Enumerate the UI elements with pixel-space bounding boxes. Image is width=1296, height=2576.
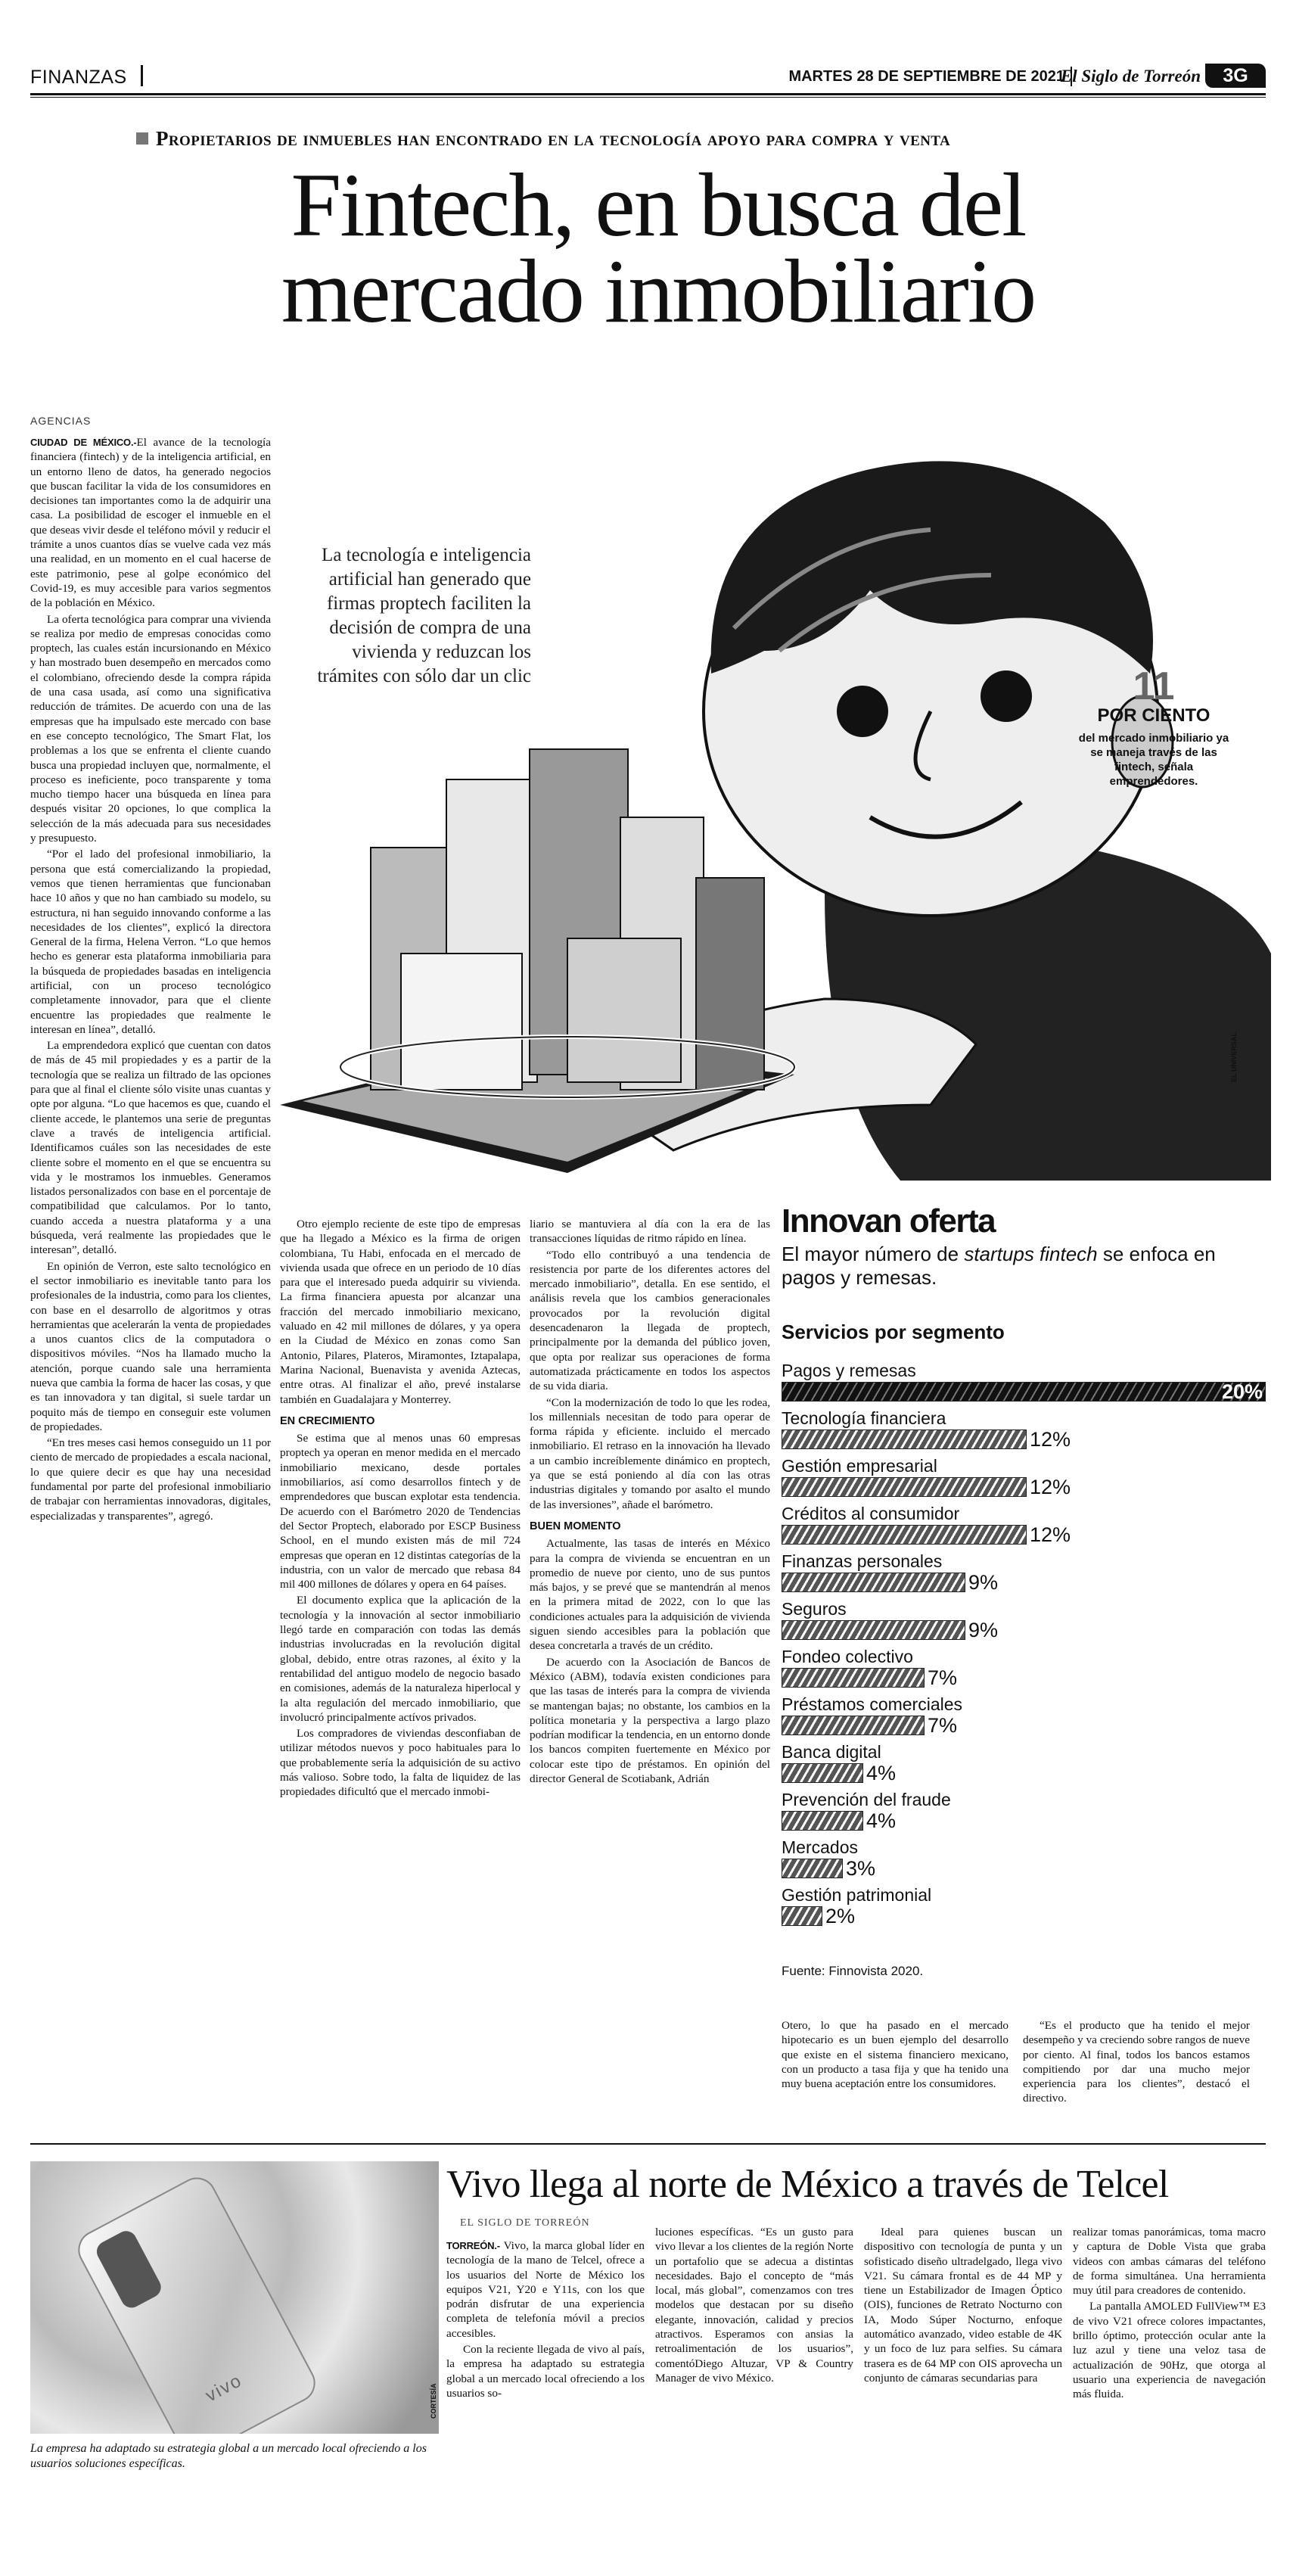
issue-date: MARTES 28 DE SEPTIEMBRE DE 2021 — [788, 68, 1064, 85]
chart-heading: Servicios por segmento — [782, 1321, 1005, 1343]
article-column-1 — [30, 435, 271, 2104]
article-column-3 — [530, 1217, 770, 2104]
chart-value-label: 2% — [825, 1905, 856, 1927]
headline — [76, 154, 1241, 341]
vivo-dateline: TORREÓN.- — [446, 2240, 500, 2251]
chart-value-label: 12% — [1030, 1523, 1071, 1546]
chart-value-label: 20% — [1221, 1380, 1263, 1403]
article-column-5 — [1023, 2018, 1250, 2105]
paragraph: La oferta tecnológica para comprar una vivienda se realiza por medio de empresas conocidas como proptech, las cuales están incursionando en México y han mostrado buen desempeño en mercados como el colombiano, ofreciendo desde la compra rápida de una casa usada, así como una significativa reducción de trámites. De acuerdo con una de las empresas que ha impulsado este mercado con base en ese concepto tecnológico, The Smart Flat, los problemas a los que se enfrenta el cliente cuando busca una propiedad incluyen que, normalmente, el proceso es ineficiente, poco transparente y toma mucho tiempo hacer una búsqueda en línea para después visitar 20 opciones, lo que complica la selección de la más adecuada para sus necesidades y presupuesto. — [30, 612, 271, 845]
paragraph: En opinión de Verron, este salto tecnológico en el sector inmobiliario es inevitable tanto para los profesionales de la industria, como para los clientes, con base en el desarrollo de algoritmos y otras herramientas que acelerarán la venta de propiedades a unos cuantos clics de la computadora o dispositivos móviles. “Nos ha llamado mucho la atención, porque cuando sale una herramienta nueva que cambia la forma de hacer las cosas, y que es tan innovadora y tan digital, si suele tardar un poquito más de tiempo en conseguir este volumen de propiedades. — [30, 1259, 271, 1433]
photo-credit: CORTESÍA — [430, 2383, 437, 2419]
section-name: FINANZAS — [30, 67, 127, 88]
paragraph: liario se mantuviera al día con la era de las transacciones líquidas de ritmo rápido en línea. — [530, 1218, 770, 1246]
vivo-byline: EL SIGLO DE TORREÓN — [460, 2217, 590, 2229]
chart-bar — [782, 1763, 863, 1783]
pull-quote: La tecnología e inteligencia artificial han generado que firmas proptech faciliten la decisión de compra de una vivienda y reduzcan los trámites con sólo dar un clic — [317, 545, 531, 686]
stat-number: 11 — [1133, 664, 1175, 708]
chart-value-label: 3% — [846, 1857, 876, 1880]
camera-module — [93, 2227, 165, 2311]
paragraph: Actualmente, las tasas de interés en México para la compra de vivienda se encuentran en un promedio de nueve por ciento, uno de sus puntos más bajos, y se prevé que se mantendrán al menos en la primera mitad de 2022, con lo que las condiciones actuales para la adquisición de vivienda siguen siendo accesibles para la población que desea concretarla a través de un crédito. — [530, 1537, 770, 1653]
header-rule-thin — [30, 97, 1266, 98]
phone-brand-logo: vivo — [202, 2369, 246, 2406]
proptech-illustration — [250, 424, 1271, 1181]
paragraph: “Es el producto que ha tenido el mejor desempeño y va creciendo sobre rangos de nueve por ciento. Al final, todos los bancos estamos compitiendo por dar una mucho mejor experiencia para los clientes”, destacó el directivo. — [1023, 2019, 1250, 2105]
vivo-column-2 — [655, 2225, 853, 2482]
paragraph: De acuerdo con la Asociación de Bancos de México (ABM), todavía existen condiciones para que las tasas de interés para la compra de vivienda se mantengan bajas; no obstante, los cambios en la política monetaria y la perspectiva a largo plazo podrían modificar la tendencia, en un entorno donde los bancos compiten fuertemente en México por colocar este tipo de préstamos. En opinión del director General de Scotiabank, Adrián — [530, 1655, 770, 1785]
phone-image — [71, 2170, 322, 2434]
paragraph: Vivo, la marca global líder en tecnología de la mano de Telcel, ofrece a los usuarios del Norte de México los equipos V21, Y20 e Y11s, con los que podrán disfrutar de una experiencia completa de telefonía móvil a precios accesibles. — [446, 2239, 645, 2340]
chart-category-label: Seguros — [782, 1599, 847, 1619]
chart-bar — [782, 1668, 925, 1688]
chart-bar — [782, 1477, 1027, 1497]
paragraph: Con la reciente llegada de vivo al país, la empresa ha adaptado su estrategia global a un mercado local ofreciendo a los usuarios so- — [446, 2343, 645, 2400]
headline-line-1: Fintech, en busca del — [291, 154, 1026, 255]
chart-bar — [782, 1620, 965, 1640]
stat-text: del mercado inmobiliario ya se maneja través de las fintech, señala emprendedores. — [1078, 732, 1229, 788]
page-header — [30, 64, 1266, 94]
newspaper-name: El Siglo de Torreón — [1060, 67, 1201, 86]
paragraph: El documento explica que la aplicación de la tecnología y la innovación al sector inmobiliario llegó tarde en comparación con todas las demás industrias involucradas en la revolución digital global, debido, entre otras razones, al éxito y la rentabilidad del antiguo modelo de negocio basado en comisiones, además de la naturaleza hiperlocal y la alta regulación del mercado inmobiliario, que involucró principalmente actívos privados. — [280, 1594, 521, 1724]
kicker-square-icon — [136, 132, 148, 145]
chart-bar — [782, 1811, 863, 1831]
paragraph: “Con la modernización de todo lo que les rodea, los millennials necesitan de todo para operar de forma rápida y eficiente. incluido el mercado inmobiliario. El retraso en la innovación ha llevado a un cambio increíblemente dinámico en proptech, ya que se está poniendo al día con las otras industrias digitales y tomando por asalto el mundo de las inversiones”, añade el barómetro. — [530, 1395, 770, 1511]
header-rule — [30, 93, 1266, 95]
article-column-2 — [280, 1217, 521, 2104]
chart-bar — [782, 1859, 843, 1878]
vivo-headline: Vivo llega al norte de México a través de Telcel — [446, 2163, 1169, 2206]
chart-bar-row — [782, 1694, 1266, 1735]
paragraph: Los compradores de viviendas desconfiaban de utilizar métodos nuevos y poco habituales para lo que probablemente sería la adquisición de su activo más valioso. Sobre todo, la falta de liquidez de las propiedades dificultó que el mercado inmobi- — [280, 1727, 521, 1799]
chart-bar-row — [782, 1408, 1266, 1449]
chart-value-label: 7% — [928, 1714, 958, 1737]
infographic-subtitle: El mayor número de startups fintech se enfoca en pagos y remesas. — [782, 1243, 1216, 1289]
paragraph: “Por el lado del profesional inmobiliario, la persona que está comercializando la propiedad, vemos que tienen herramientas que funcionaban hace 10 años y que no han cambiado su modelo, su estructura, ni han seguido innovando conforme a las necesidades de los clientes”, explicó la directora General de la firma, Helena Verron. “Lo que hemos hecho es generar esta plataforma inmobiliaria para la búsqueda de propiedades basadas en inteligencia artificial, con un proceso tecnológico completamente innovador, para que el cliente encuentre las propiedades que realmente le interesan en línea”, detalló. — [30, 848, 271, 1036]
chart-value-label: 7% — [928, 1666, 958, 1689]
chart-value-label: 12% — [1030, 1428, 1071, 1451]
paragraph: La emprendedora explicó que cuentan con datos de más de 45 mil propiedades y es a partir de la tecnología que se realiza un filtrado de las opciones para que al final el cliente sólo visite unas cuantas y opte por alguna. “Lo que hacemos es que, cuando el cliente accede, le plantemos una serie de preguntas clave a través de inteligencia artificial. Identificamos cuáles son las necesidades de este cliente sobre el momento en el que se encuentra su vida y le mostramos los inmuebles. Generamos listados personalizados con base en el porcentaje de compatibilidad que calculamos. Por lo tanto, cuando acceda a nuestra plataforma y a una búsqueda, verá realmente las propiedades que le interesan”, detalló. — [30, 1039, 271, 1257]
chart-category-label: Créditos al consumidor — [782, 1504, 960, 1523]
chart-value-label: 4% — [866, 1762, 897, 1784]
chart-bar — [782, 1382, 1266, 1402]
chart-category-label: Préstamos comerciales — [782, 1694, 963, 1714]
chart-bar — [782, 1906, 822, 1926]
infographic-title: Innovan oferta — [782, 1202, 996, 1240]
stat-label: POR CIENTO — [1097, 705, 1211, 726]
photo-caption: La empresa ha adaptado su estrategia global a un mercado local ofreciendo a los usuarios soluciones específicas. — [30, 2442, 427, 2470]
dateline: CIUDAD DE MÉXICO.- — [30, 437, 137, 448]
illustration-eye-right — [981, 670, 1032, 722]
chart-bar-row — [782, 1790, 1266, 1831]
vivo-column-1 — [446, 2238, 645, 2481]
chart-category-label: Pagos y remesas — [782, 1361, 916, 1380]
chart-value-label: 4% — [866, 1809, 897, 1832]
paragraph: luciones específicas. “Es un gusto para vivo llevar a los clientes de la región Norte un portafolio que se adecua a distintas necesidades. Bajo el concepto de “más local, más global”, comenzamos con tres modelos que destacan por su diseño elegante, innovación, calidad y precios atractivos. Esperamos con ansias la retroalimentación de los usuarios”, comentóDiego Altuzar, VP & Country Manager de vivo México. — [655, 2226, 853, 2385]
chart-value-label: 12% — [1030, 1476, 1071, 1498]
paragraph: Otero, lo que ha pasado en el mercado hipotecario es un buen ejemplo del desarrollo que existe en el sistema financiero mexicano, con un producto a tasa fija y que ha tenido una muy buena aceptación entre los consumidores. — [782, 2019, 1009, 2091]
chart-source: Fuente: Finnovista 2020. — [782, 1964, 924, 1978]
chart-bar-row — [782, 1742, 1266, 1783]
chart-category-label: Fondeo colectivo — [782, 1647, 913, 1666]
paragraph: “En tres meses casi hemos conseguido un 11 por ciento de mercado de propiedades a escala nacional, lo que quiere decir es que hay una necesidad fundamental por parte del profesional inmobiliario de trabajar con herramientas innovadoras, digitales, especializadas y transparentes”, agregó. — [30, 1436, 271, 1523]
paragraph: El avance de la tecnología financiera (fintech) y de la inteligencia artificial, en un entorno lleno de datos, ha generado negocios que buscan facilitar la vida de los consumidores en decisiones tan importantes como la de adquirir una casa. La posibilidad de escoger el inmueble en el que deseas vivir desde el teléfono móvil y reducir el trámite a unos cuantos días se vuelve cada vez más una realidad, en un momento en el cual hacerse de este patrimonio, pese al golpe económico del Covid-19, es muy accesible para varios segmentos de la población en México. — [30, 436, 271, 610]
chart-bar-row — [782, 1504, 1266, 1545]
paragraph: La pantalla AMOLED FullView™ E3 de vivo V21 ofrece colores impactantes, brillo óptimo, protección ocular ante la luz azul y tiene una veloz tasa de actualización de 90Hz, que otorga al usuario una experiencia de navegación más fluida. — [1073, 2300, 1266, 2401]
chart-bar-row — [782, 1456, 1266, 1497]
paragraph: realizar tomas panorámicas, toma macro y captura de Doble Vista que graba videos con ambas cámaras del teléfono de forma simultánea. Una herramienta muy útil para creadores de contenido. — [1073, 2226, 1266, 2298]
stat-callout — [1074, 664, 1233, 789]
chart-value-label: 9% — [968, 1619, 999, 1641]
kicker — [136, 127, 1241, 154]
story-divider — [30, 2143, 1266, 2145]
subhead-crecimiento: EN CRECIMIENTO — [280, 1414, 375, 1427]
chart-bar-row — [782, 1551, 1266, 1592]
paragraph: Se estima que al menos unas 60 empresas proptech ya operan en menor medida en el mercado inmobiliario mexicano, desde portales inmobiliarios, así como desarrollos fintech y de emprendedores que buscan explotar esta tendencia. De acuerdo con el Barómetro 2020 de Tendencias del Sector Proptech, elaborado por ESCP Business School, en el mundo existen más de mil 724 empresas que operan en 12 distintas categorías de la industria, con un valor de mercado que rebasa 84 mil 400 millones de dólares y opera en 64 países. — [280, 1432, 521, 1591]
vivo-column-4 — [1073, 2225, 1266, 2482]
paragraph: “Todo ello contribuyó a una tendencia de resistencia por parte de los diferentes actores del mercado inmobiliario”, detalla. En ese sentido, el análisis revela que los cambios generacionales provocados por la revolución digital desencadenaron la llegada de proptech, principalmente por la demanda del público joven, que opta por realizar sus operaciones de forma automatizada prácticamente en todos los aspectos de su vida diaria. — [530, 1248, 770, 1393]
subhead-buen-momento: BUEN MOMENTO — [530, 1520, 621, 1532]
chart-bar-row — [782, 1647, 1266, 1688]
chart-bar-row — [782, 1599, 1266, 1640]
chart-value-label: 9% — [968, 1571, 999, 1594]
chart-category-label: Gestión patrimonial — [782, 1885, 932, 1905]
chart-bar-row — [782, 1837, 1266, 1878]
page-number: 3G — [1205, 64, 1266, 88]
chart-bar-row — [782, 1885, 1266, 1926]
chart-category-label: Prevención del fraude — [782, 1790, 951, 1809]
chart-bar — [782, 1430, 1027, 1449]
chart-bar — [782, 1573, 965, 1592]
article-column-4 — [782, 2018, 1009, 2105]
headline-line-2: mercado inmobiliario — [281, 241, 1036, 341]
chart-category-label: Finanzas personales — [782, 1551, 943, 1571]
byline: AGENCIAS — [30, 415, 92, 427]
vivo-photo — [30, 2161, 439, 2434]
infographic — [782, 1203, 1266, 2005]
bar-chart — [782, 1361, 1266, 1936]
chart-category-label: Gestión empresarial — [782, 1456, 937, 1476]
paragraph: Otro ejemplo reciente de este tipo de empresas que ha llegado a México es la firma de origen colombiana, Tu Habi, enfocada en el mercado de vivienda usada que ofrece en un periodo de 10 días para que el interesado pueda adquirir su vivienda. La firma financiera apuesta por alcanzar una fracción del mercado inmobiliario mexicano, valuado en 42 mil millones de dólares, y ya opera en la Ciudad de México en zonas como San Antonio, Pilares, Plateros, Miramontes, Iztapalapa, Marina Nacional, Buenavista y avenida Aztecas, entre otras. Al finalizar el año, prevé instalarse también en Guadalajara y Monterrey. — [280, 1218, 521, 1406]
chart-bar-row — [782, 1361, 1266, 1402]
illustration-credit: EL UNIVERSAL — [1230, 1032, 1238, 1082]
illustration-eye-left — [837, 686, 888, 737]
chart-category-label: Banca digital — [782, 1742, 881, 1762]
chart-bar — [782, 1716, 925, 1735]
paragraph: Ideal para quienes buscan un dispositivo con tecnología de punta y un sofisticado diseño ultradelgado, llega vivo V21. Su cámara frontal es de 44 MP y tiene un Estabilizador de Imagen Óptico (OIS), funciones de Retrato Nocturno con IA, Modo Súper Nocturno, enfoque automático avanzado, video estable de 4K y un foco de luz para selfies. Su cámara trasera es de 64 MP con OIS aprovecha un conjunto de cámaras secundarias para — [864, 2226, 1062, 2385]
vivo-column-3 — [864, 2225, 1062, 2482]
chart-category-label: Mercados — [782, 1837, 858, 1857]
chart-bar — [782, 1525, 1027, 1545]
chart-category-label: Tecnología financiera — [782, 1408, 946, 1428]
section-separator — [141, 65, 143, 86]
kicker-text: Propietarios de inmuebles han encontrado en la tecnología apoyo para compra y venta — [156, 127, 951, 150]
